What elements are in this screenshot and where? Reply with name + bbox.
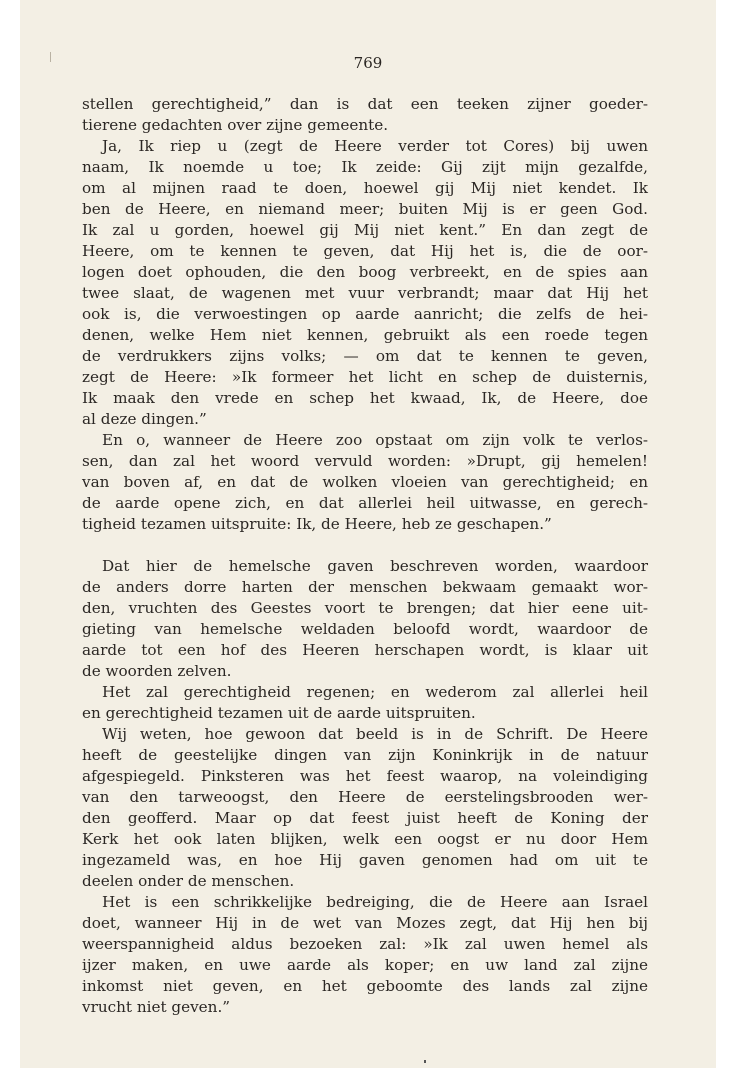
text-line: heeft de geestelijke dingen van zijn Koninkrijk in de natuur xyxy=(82,746,648,764)
text-line: doet, wanneer Hij in de wet van Mozes zegt, dat Hij hen bij xyxy=(82,914,648,932)
text-line: deelen onder de menschen. xyxy=(82,872,295,890)
text-line: Het is een schrikkelijke bedreiging, die de Heere aan Israel xyxy=(102,893,648,911)
text-line: de anders dorre harten der menschen bekwaam gemaakt wor- xyxy=(82,578,648,596)
text-line: ook is, die verwoestingen op aarde aanricht; die zelfs de hei- xyxy=(82,305,648,323)
text-line: Wij weten, hoe gewoon dat beeld is in de Schrift. De Heere xyxy=(102,725,648,743)
text-line: weerspannigheid aldus bezoeken zal: »Ik zal uwen hemel als xyxy=(82,935,648,953)
text-line: Ik zal u gorden, hoewel gij Mij niet kent.” En dan zegt de xyxy=(82,221,648,239)
text-line: twee slaat, de wagenen met vuur verbrandt; maar dat Hij het xyxy=(82,284,648,302)
text-line: den, vruchten des Geestes voort te brengen; dat hier eene uit- xyxy=(82,599,648,617)
text-line: de aarde opene zich, en dat allerlei heil uitwasse, en gerech- xyxy=(82,494,648,512)
page-number: 769 xyxy=(353,54,383,72)
text-line: zegt de Heere: »Ik formeer het licht en schep de duisternis, xyxy=(82,368,648,386)
text-line: ijzer maken, en uwe aarde als koper; en uw land zal zijne xyxy=(82,956,648,974)
paragraph-gap xyxy=(82,535,648,556)
text-line: Ja, Ik riep u (zegt de Heere verder tot Cores) bij uwen xyxy=(102,137,648,155)
text-line: Kerk het ook laten blijken, welk een oogst er nu door Hem xyxy=(82,830,648,848)
text-line: logen doet ophouden, die den boog verbreekt, en de spies aan xyxy=(82,263,648,281)
text-line: En o, wanneer de Heere zoo opstaat om zijn volk te verlos- xyxy=(102,431,648,449)
book-page xyxy=(20,0,716,1068)
text-line: gieting van hemelsche weldaden beloofd wordt, waardoor de xyxy=(82,620,648,638)
text-line: inkomst niet geven, en het geboomte des lands zal zijne xyxy=(82,977,648,995)
text-line: al deze dingen.” xyxy=(82,410,207,428)
text-line: en gerechtigheid tezamen uit de aarde uitspruiten. xyxy=(82,704,476,722)
text-line: afgespiegeld. Pinksteren was het feest waarop, na voleindiging xyxy=(82,767,648,785)
text-line: tierene gedachten over zijne gemeente. xyxy=(82,116,389,134)
text-line: de verdrukkers zijns volks; — om dat te kennen te geven, xyxy=(82,347,648,365)
text-line: stellen gerechtigheid,” dan is dat een teeken zijner goeder- xyxy=(82,95,648,113)
text-line: den geofferd. Maar op dat feest juist heeft de Koning der xyxy=(82,809,648,827)
text-line: van den tarweoogst, den Heere de eerstelingsbrooden wer- xyxy=(82,788,648,806)
text-line: ingezameld was, en hoe Hij gaven genomen had om uit te xyxy=(82,851,648,869)
text-line: denen, welke Hem niet kennen, gebruikt als een roede tegen xyxy=(82,326,648,344)
text-line: de woorden zelven. xyxy=(82,662,232,680)
text-line: Het zal gerechtigheid regenen; en wederom zal allerlei heil xyxy=(102,683,648,701)
body-text xyxy=(82,94,648,1018)
speck-mark xyxy=(424,1060,426,1063)
text-line: sen, dan zal het woord vervuld worden: »Drupt, gij hemelen! xyxy=(82,452,648,470)
text-line: vrucht niet geven.” xyxy=(82,998,231,1016)
text-line: Heere, om te kennen te geven, dat Hij het is, die de oor- xyxy=(82,242,648,260)
text-line: naam, Ik noemde u toe; Ik zeide: Gij zijt mijn gezalfde, xyxy=(82,158,648,176)
text-line: ben de Heere, en niemand meer; buiten Mij is er geen God. xyxy=(82,200,648,218)
text-line: om al mijnen raad te doen, hoewel gij Mij niet kendet. Ik xyxy=(82,179,648,197)
text-line: van boven af, en dat de wolken vloeien van gerechtigheid; en xyxy=(82,473,648,491)
text-line: Dat hier de hemelsche gaven beschreven worden, waardoor xyxy=(102,557,648,575)
text-line: Ik maak den vrede en schep het kwaad, Ik, de Heere, doe xyxy=(82,389,648,407)
text-line: aarde tot een hof des Heeren herschapen wordt, is klaar uit xyxy=(82,641,648,659)
text-line: tigheid tezamen uitspruite: Ik, de Heere, heb ze geschapen.” xyxy=(82,515,552,533)
